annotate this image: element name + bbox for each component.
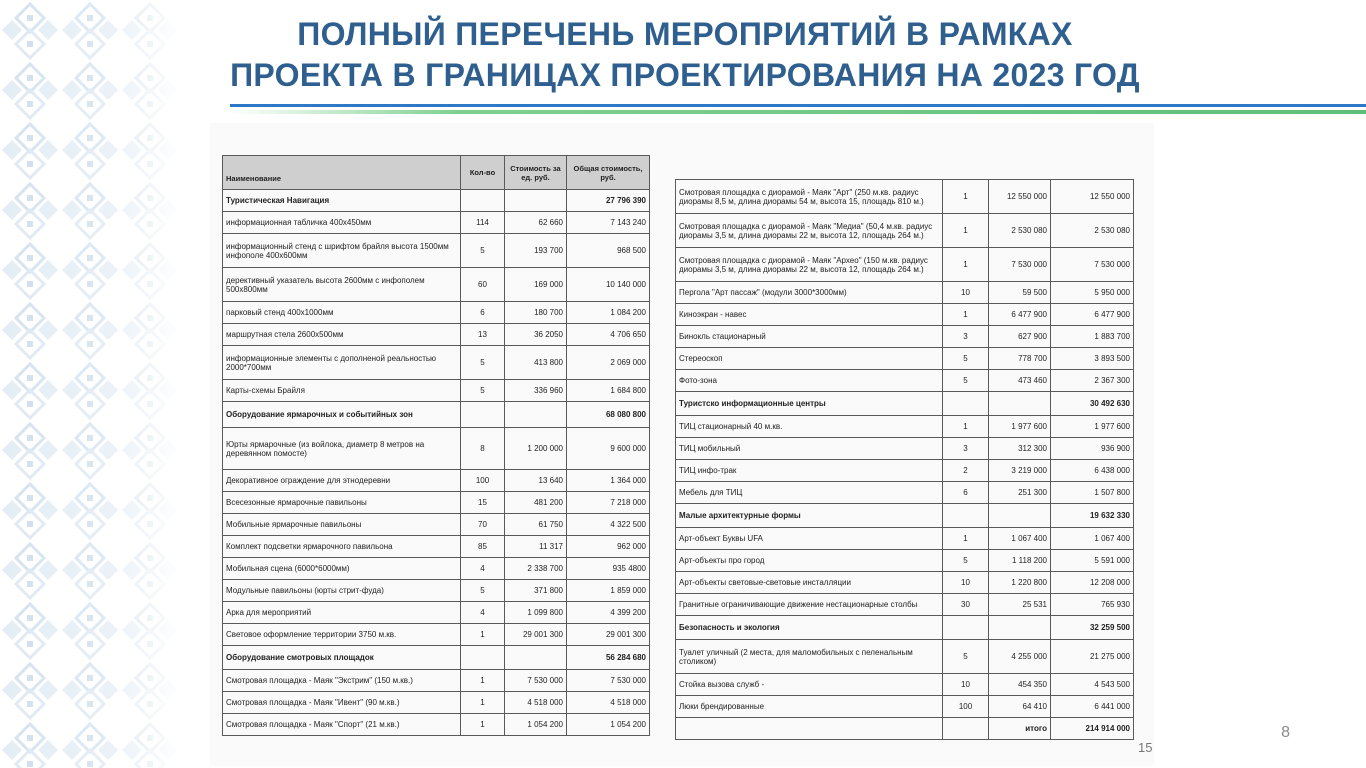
table-header-row — [223, 156, 650, 190]
cell-unit-cost: 12 550 000 — [989, 180, 1051, 214]
cell-unit-cost: 1 067 400 — [989, 528, 1051, 550]
cell-unit-cost: 169 000 — [505, 268, 567, 302]
table-row — [676, 370, 1134, 392]
cell-total-cost: 4 322 500 — [567, 514, 650, 536]
table-row — [223, 302, 650, 324]
section-row — [676, 392, 1134, 416]
cell-unit-cost: 454 350 — [989, 674, 1051, 696]
table-row — [676, 326, 1134, 348]
cell-name: Арт-объекты про город — [676, 550, 943, 572]
cell-qty: 6 — [943, 482, 989, 504]
cell-unit-cost: 1 220 800 — [989, 572, 1051, 594]
cell-unit-cost: 59 500 — [989, 282, 1051, 304]
cell-name: Люки брендированные — [676, 696, 943, 718]
cell-unit-cost: 62 660 — [505, 212, 567, 234]
cell-qty: 1 — [461, 714, 505, 736]
cell-unit-cost: 25 531 — [989, 594, 1051, 616]
cell-name: Мебель для ТИЦ — [676, 482, 943, 504]
cell-qty: 5 — [943, 640, 989, 674]
cell-qty: 5 — [461, 346, 505, 380]
cell-unit-cost: 36 2050 — [505, 324, 567, 346]
table-row — [676, 248, 1134, 282]
cell-name: Световое оформление территории 3750 м.кв. — [223, 624, 461, 646]
section-row — [676, 504, 1134, 528]
title-line-2: ПРОЕКТА В ГРАНИЦАХ ПРОЕКТИРОВАНИЯ НА 2023 ГОД — [230, 57, 1140, 93]
cell-total-cost: 7 530 000 — [567, 670, 650, 692]
table-row — [676, 572, 1134, 594]
cell-name: Комплект подсветки ярмарочного павильона — [223, 536, 461, 558]
cell-total-cost: 10 140 000 — [567, 268, 650, 302]
cell-unit-cost: 29 001 300 — [505, 624, 567, 646]
cell-total-cost: 968 500 — [567, 234, 650, 268]
cell-qty — [943, 392, 989, 416]
cell-total-cost: 32 259 500 — [1051, 616, 1134, 640]
cell-total-cost: 765 930 — [1051, 594, 1134, 616]
table-row — [223, 514, 650, 536]
section-row — [223, 190, 650, 212]
header-total-cost: Общая стоимость, руб. — [567, 156, 650, 190]
table-row — [223, 346, 650, 380]
cell-total-cost: 1 859 000 — [567, 580, 650, 602]
cell-total-cost: 6 438 000 — [1051, 460, 1134, 482]
table-row — [223, 536, 650, 558]
cell-name: Мобильные ярмарочные павильоны — [223, 514, 461, 536]
cell-qty: 1 — [943, 180, 989, 214]
cell-total-cost: 7 143 240 — [567, 212, 650, 234]
cell-total-cost: 1 054 200 — [567, 714, 650, 736]
cell-unit-cost: 2 338 700 — [505, 558, 567, 580]
cell-unit-cost: 481 200 — [505, 492, 567, 514]
section-row — [676, 616, 1134, 640]
cell-name: Арт-объект Буквы UFA — [676, 528, 943, 550]
cell-unit-cost — [989, 504, 1051, 528]
cell-name: Смотровая площадка с диорамой - Маяк "Архео" (150 м.кв. радиус диорамы 3,5 м, длина диорамы 22 м, высота 12, площадь 264 м.) — [676, 248, 943, 282]
cell-qty: 85 — [461, 536, 505, 558]
cell-total-cost: 4 399 200 — [567, 602, 650, 624]
cell-qty: 4 — [461, 558, 505, 580]
cell-qty — [943, 504, 989, 528]
cell-total-cost: 7 530 000 — [1051, 248, 1134, 282]
cell-name: Мобильная сцена (6000*6000мм) — [223, 558, 461, 580]
cell-unit-cost: 64 410 — [989, 696, 1051, 718]
cell-unit-cost: 193 700 — [505, 234, 567, 268]
cell-total-cost: 6 441 000 — [1051, 696, 1134, 718]
cell-qty: 100 — [461, 470, 505, 492]
cell-total-cost: 9 600 000 — [567, 428, 650, 470]
table-row — [223, 428, 650, 470]
table-row — [223, 558, 650, 580]
cell-unit-cost — [989, 616, 1051, 640]
cell-qty: 100 — [943, 696, 989, 718]
cell-unit-cost: 251 300 — [989, 482, 1051, 504]
cell-name: Оборудование ярмарочных и событийных зон — [223, 402, 461, 428]
cell-qty: 1 — [943, 248, 989, 282]
table-row — [676, 674, 1134, 696]
left-table — [222, 155, 650, 736]
cell-qty: 10 — [943, 674, 989, 696]
cell-unit-cost: 13 640 — [505, 470, 567, 492]
cell-name: ТИЦ мобильный — [676, 438, 943, 460]
cell-name: ТИЦ инфо-трак — [676, 460, 943, 482]
cell-name: маршрутная стела 2600х500мм — [223, 324, 461, 346]
cell-name: ТИЦ стационарный 40 м.кв. — [676, 416, 943, 438]
cell-total-cost: 1 977 600 — [1051, 416, 1134, 438]
cell-qty: 4 — [461, 602, 505, 624]
cell-qty: 13 — [461, 324, 505, 346]
right-table — [675, 179, 1134, 740]
table-row — [676, 460, 1134, 482]
cell-qty: 114 — [461, 212, 505, 234]
cell-qty: 1 — [943, 304, 989, 326]
cell-qty: 3 — [943, 438, 989, 460]
table-row — [676, 180, 1134, 214]
cell-name: дерективный указатель высота 2600мм с инфополем 500х800мм — [223, 268, 461, 302]
cell-qty: 1 — [943, 416, 989, 438]
table-row — [223, 624, 650, 646]
cell-unit-cost: 1 054 200 — [505, 714, 567, 736]
table-row — [223, 268, 650, 302]
cell-name: Стереоскоп — [676, 348, 943, 370]
cell-unit-cost: 1 099 800 — [505, 602, 567, 624]
cell-qty — [943, 616, 989, 640]
cell-qty — [943, 718, 989, 740]
cell-unit-cost: 413 800 — [505, 346, 567, 380]
header-name: Наименование — [223, 156, 461, 190]
cell-total-cost: 12 208 000 — [1051, 572, 1134, 594]
cell-total-cost: 56 284 680 — [567, 646, 650, 670]
cell-qty — [461, 190, 505, 212]
cell-total-cost: 935 4800 — [567, 558, 650, 580]
cell-unit-cost: 4 518 000 — [505, 692, 567, 714]
cell-unit-cost: 7 530 000 — [989, 248, 1051, 282]
title-line-1: ПОЛНЫЙ ПЕРЕЧЕНЬ МЕРОПРИЯТИЙ В РАМКАХ — [297, 16, 1073, 52]
cell-qty: 1 — [461, 624, 505, 646]
table-row — [223, 692, 650, 714]
cell-total-cost: 4 706 650 — [567, 324, 650, 346]
cell-unit-cost: 180 700 — [505, 302, 567, 324]
section-row — [223, 646, 650, 670]
cell-total-cost: 19 632 330 — [1051, 504, 1134, 528]
cell-total-cost: 2 069 000 — [567, 346, 650, 380]
cell-name: Карты-схемы Брайля — [223, 380, 461, 402]
cell-name: Смотровая площадка - Маяк "Ивент" (90 м.кв.) — [223, 692, 461, 714]
cell-name: Фото-зона — [676, 370, 943, 392]
cell-unit-cost: 627 900 — [989, 326, 1051, 348]
cell-unit-cost: 473 460 — [989, 370, 1051, 392]
cell-total-cost: 1 507 800 — [1051, 482, 1134, 504]
cell-qty: 8 — [461, 428, 505, 470]
cell-name: Модульные павильоны (юрты стрит-фуда) — [223, 580, 461, 602]
table-row — [223, 602, 650, 624]
cell-total-cost: 1 067 400 — [1051, 528, 1134, 550]
cell-total-cost: 4 543 500 — [1051, 674, 1134, 696]
cell-unit-cost: 1 977 600 — [989, 416, 1051, 438]
cell-qty: 30 — [943, 594, 989, 616]
table-row — [223, 714, 650, 736]
cell-qty: 1 — [943, 528, 989, 550]
cell-name — [676, 718, 943, 740]
cell-total-cost: 68 080 800 — [567, 402, 650, 428]
cell-qty: 5 — [943, 370, 989, 392]
table-row — [676, 438, 1134, 460]
table-row — [676, 214, 1134, 248]
cell-unit-cost: 371 800 — [505, 580, 567, 602]
cell-unit-cost: 3 219 000 — [989, 460, 1051, 482]
cell-unit-cost: 1 118 200 — [989, 550, 1051, 572]
cell-name: Декоративное ограждение для этнодеревни — [223, 470, 461, 492]
cell-total-cost: 27 796 390 — [567, 190, 650, 212]
cell-name: информационные элементы с дополненой реальностью 2000*700мм — [223, 346, 461, 380]
cell-total-cost: 1 084 200 — [567, 302, 650, 324]
cell-qty: 10 — [943, 282, 989, 304]
cell-name: Арт-объекты световые-световые инсталляции — [676, 572, 943, 594]
document-scan — [210, 123, 1154, 766]
cell-unit-cost: 6 477 900 — [989, 304, 1051, 326]
cell-qty — [461, 646, 505, 670]
cell-name: парковый стенд 400х1000мм — [223, 302, 461, 324]
cell-qty: 1 — [943, 214, 989, 248]
header-unit-cost: Стоимость за ед. руб. — [505, 156, 567, 190]
cell-total-cost: 214 914 000 — [1051, 718, 1134, 740]
cell-name: Смотровая площадка с диорамой - Маяк "Медиа" (50,4 м.кв. радиус диорамы 3,5 м, длина диорамы 22 м, высота 12, площадь 264 м.) — [676, 214, 943, 248]
table-row — [676, 348, 1134, 370]
cell-qty: 5 — [943, 348, 989, 370]
cell-qty: 60 — [461, 268, 505, 302]
cell-name: Гранитные ограничивающие движение нестационарные столбы — [676, 594, 943, 616]
table-row — [676, 528, 1134, 550]
ornament-decoration — [0, 0, 185, 768]
cell-name: Арка для мероприятий — [223, 602, 461, 624]
cell-unit-cost: 61 750 — [505, 514, 567, 536]
cell-qty: 5 — [461, 380, 505, 402]
cell-unit-cost: 312 300 — [989, 438, 1051, 460]
cell-name: Туристско информационные центры — [676, 392, 943, 416]
cell-qty: 5 — [461, 234, 505, 268]
table-row — [223, 470, 650, 492]
cell-total-cost: 5 950 000 — [1051, 282, 1134, 304]
cell-unit-cost: 336 960 — [505, 380, 567, 402]
cell-qty: 70 — [461, 514, 505, 536]
table-row — [676, 304, 1134, 326]
cell-name: информационная табличка 400х450мм — [223, 212, 461, 234]
table-row — [676, 416, 1134, 438]
cell-total-cost: 12 550 000 — [1051, 180, 1134, 214]
cell-name: Туристическая Навигация — [223, 190, 461, 212]
cell-name: Оборудование смотровых площадок — [223, 646, 461, 670]
title-underline-green — [230, 110, 1366, 114]
cell-total-cost: 2 530 080 — [1051, 214, 1134, 248]
cell-name: Киноэкран - навес — [676, 304, 943, 326]
cell-name: Стойка вызова служб - — [676, 674, 943, 696]
cell-qty: 1 — [461, 670, 505, 692]
slide-title — [185, 14, 1185, 96]
cell-total-cost: 1 364 000 — [567, 470, 650, 492]
cell-qty: 6 — [461, 302, 505, 324]
cell-qty: 5 — [943, 550, 989, 572]
cell-name: Бинокль стационарный — [676, 326, 943, 348]
cell-total-cost: 1 883 700 — [1051, 326, 1134, 348]
table-row — [676, 482, 1134, 504]
cell-unit-cost: 7 530 000 — [505, 670, 567, 692]
section-row — [223, 402, 650, 428]
cell-total-cost: 3 893 500 — [1051, 348, 1134, 370]
cell-name: Смотровая площадка - Маяк "Экстрим" (150 м.кв.) — [223, 670, 461, 692]
cell-total-cost: 29 001 300 — [567, 624, 650, 646]
cell-unit-cost — [989, 392, 1051, 416]
cell-qty: 3 — [943, 326, 989, 348]
table-row — [223, 324, 650, 346]
cell-unit-cost: 4 255 000 — [989, 640, 1051, 674]
cell-qty: 1 — [461, 692, 505, 714]
cell-qty: 15 — [461, 492, 505, 514]
cell-qty: 2 — [943, 460, 989, 482]
cell-name: Смотровая площадка с диорамой - Маяк "Арт" (250 м.кв. радиус диорамы 8,5 м, длина диорамы 54 м, высота 15, площадь 810 м.) — [676, 180, 943, 214]
cell-name: Юрты ярмарочные (из войлока, диаметр 8 метров на деревянном помосте) — [223, 428, 461, 470]
table-row — [676, 640, 1134, 674]
cell-total-cost: 1 684 800 — [567, 380, 650, 402]
cell-name: Безопасность и экология — [676, 616, 943, 640]
cell-total-cost: 2 367 300 — [1051, 370, 1134, 392]
cell-name: Смотровая площадка - Маяк "Спорт" (21 м.кв.) — [223, 714, 461, 736]
cell-name: Пергола "Арт пассаж" (модули 3000*3000мм) — [676, 282, 943, 304]
cell-total-cost: 7 218 000 — [567, 492, 650, 514]
table-row — [223, 212, 650, 234]
cell-total-cost: 6 477 900 — [1051, 304, 1134, 326]
table-row — [223, 234, 650, 268]
cell-unit-cost: 11 317 — [505, 536, 567, 558]
table-row — [223, 580, 650, 602]
cell-name: Всесезонные ярмарочные павильоны — [223, 492, 461, 514]
table-row — [676, 594, 1134, 616]
cell-unit-cost: 1 200 000 — [505, 428, 567, 470]
cell-total-cost: 30 492 630 — [1051, 392, 1134, 416]
cell-unit-cost — [505, 402, 567, 428]
cell-total-cost: 4 518 000 — [567, 692, 650, 714]
document-page-number: 15 — [1138, 740, 1153, 755]
table-row — [676, 282, 1134, 304]
slide-number: 8 — [1281, 724, 1290, 741]
cell-unit-cost: итого — [989, 718, 1051, 740]
cell-unit-cost — [505, 190, 567, 212]
header-qty: Кол-во — [461, 156, 505, 190]
cell-total-cost: 21 275 000 — [1051, 640, 1134, 674]
cell-total-cost: 936 900 — [1051, 438, 1134, 460]
cell-name: Малые архитектурные формы — [676, 504, 943, 528]
cell-qty — [461, 402, 505, 428]
cell-unit-cost — [505, 646, 567, 670]
table-row — [223, 670, 650, 692]
table-row — [676, 696, 1134, 718]
cell-qty: 10 — [943, 572, 989, 594]
cell-qty: 5 — [461, 580, 505, 602]
cell-total-cost: 962 000 — [567, 536, 650, 558]
cell-total-cost: 5 591 000 — [1051, 550, 1134, 572]
cell-name: информационный стенд с шрифтом брайля высота 1500мм инфополе 400х600мм — [223, 234, 461, 268]
cell-name: Туалет уличный (2 места, для маломобильных с пеленальным столиком) — [676, 640, 943, 674]
table-row — [223, 380, 650, 402]
table-row — [223, 492, 650, 514]
total-row — [676, 718, 1134, 740]
cell-unit-cost: 2 530 080 — [989, 214, 1051, 248]
title-underline-blue — [230, 104, 1366, 107]
cell-unit-cost: 778 700 — [989, 348, 1051, 370]
table-row — [676, 550, 1134, 572]
